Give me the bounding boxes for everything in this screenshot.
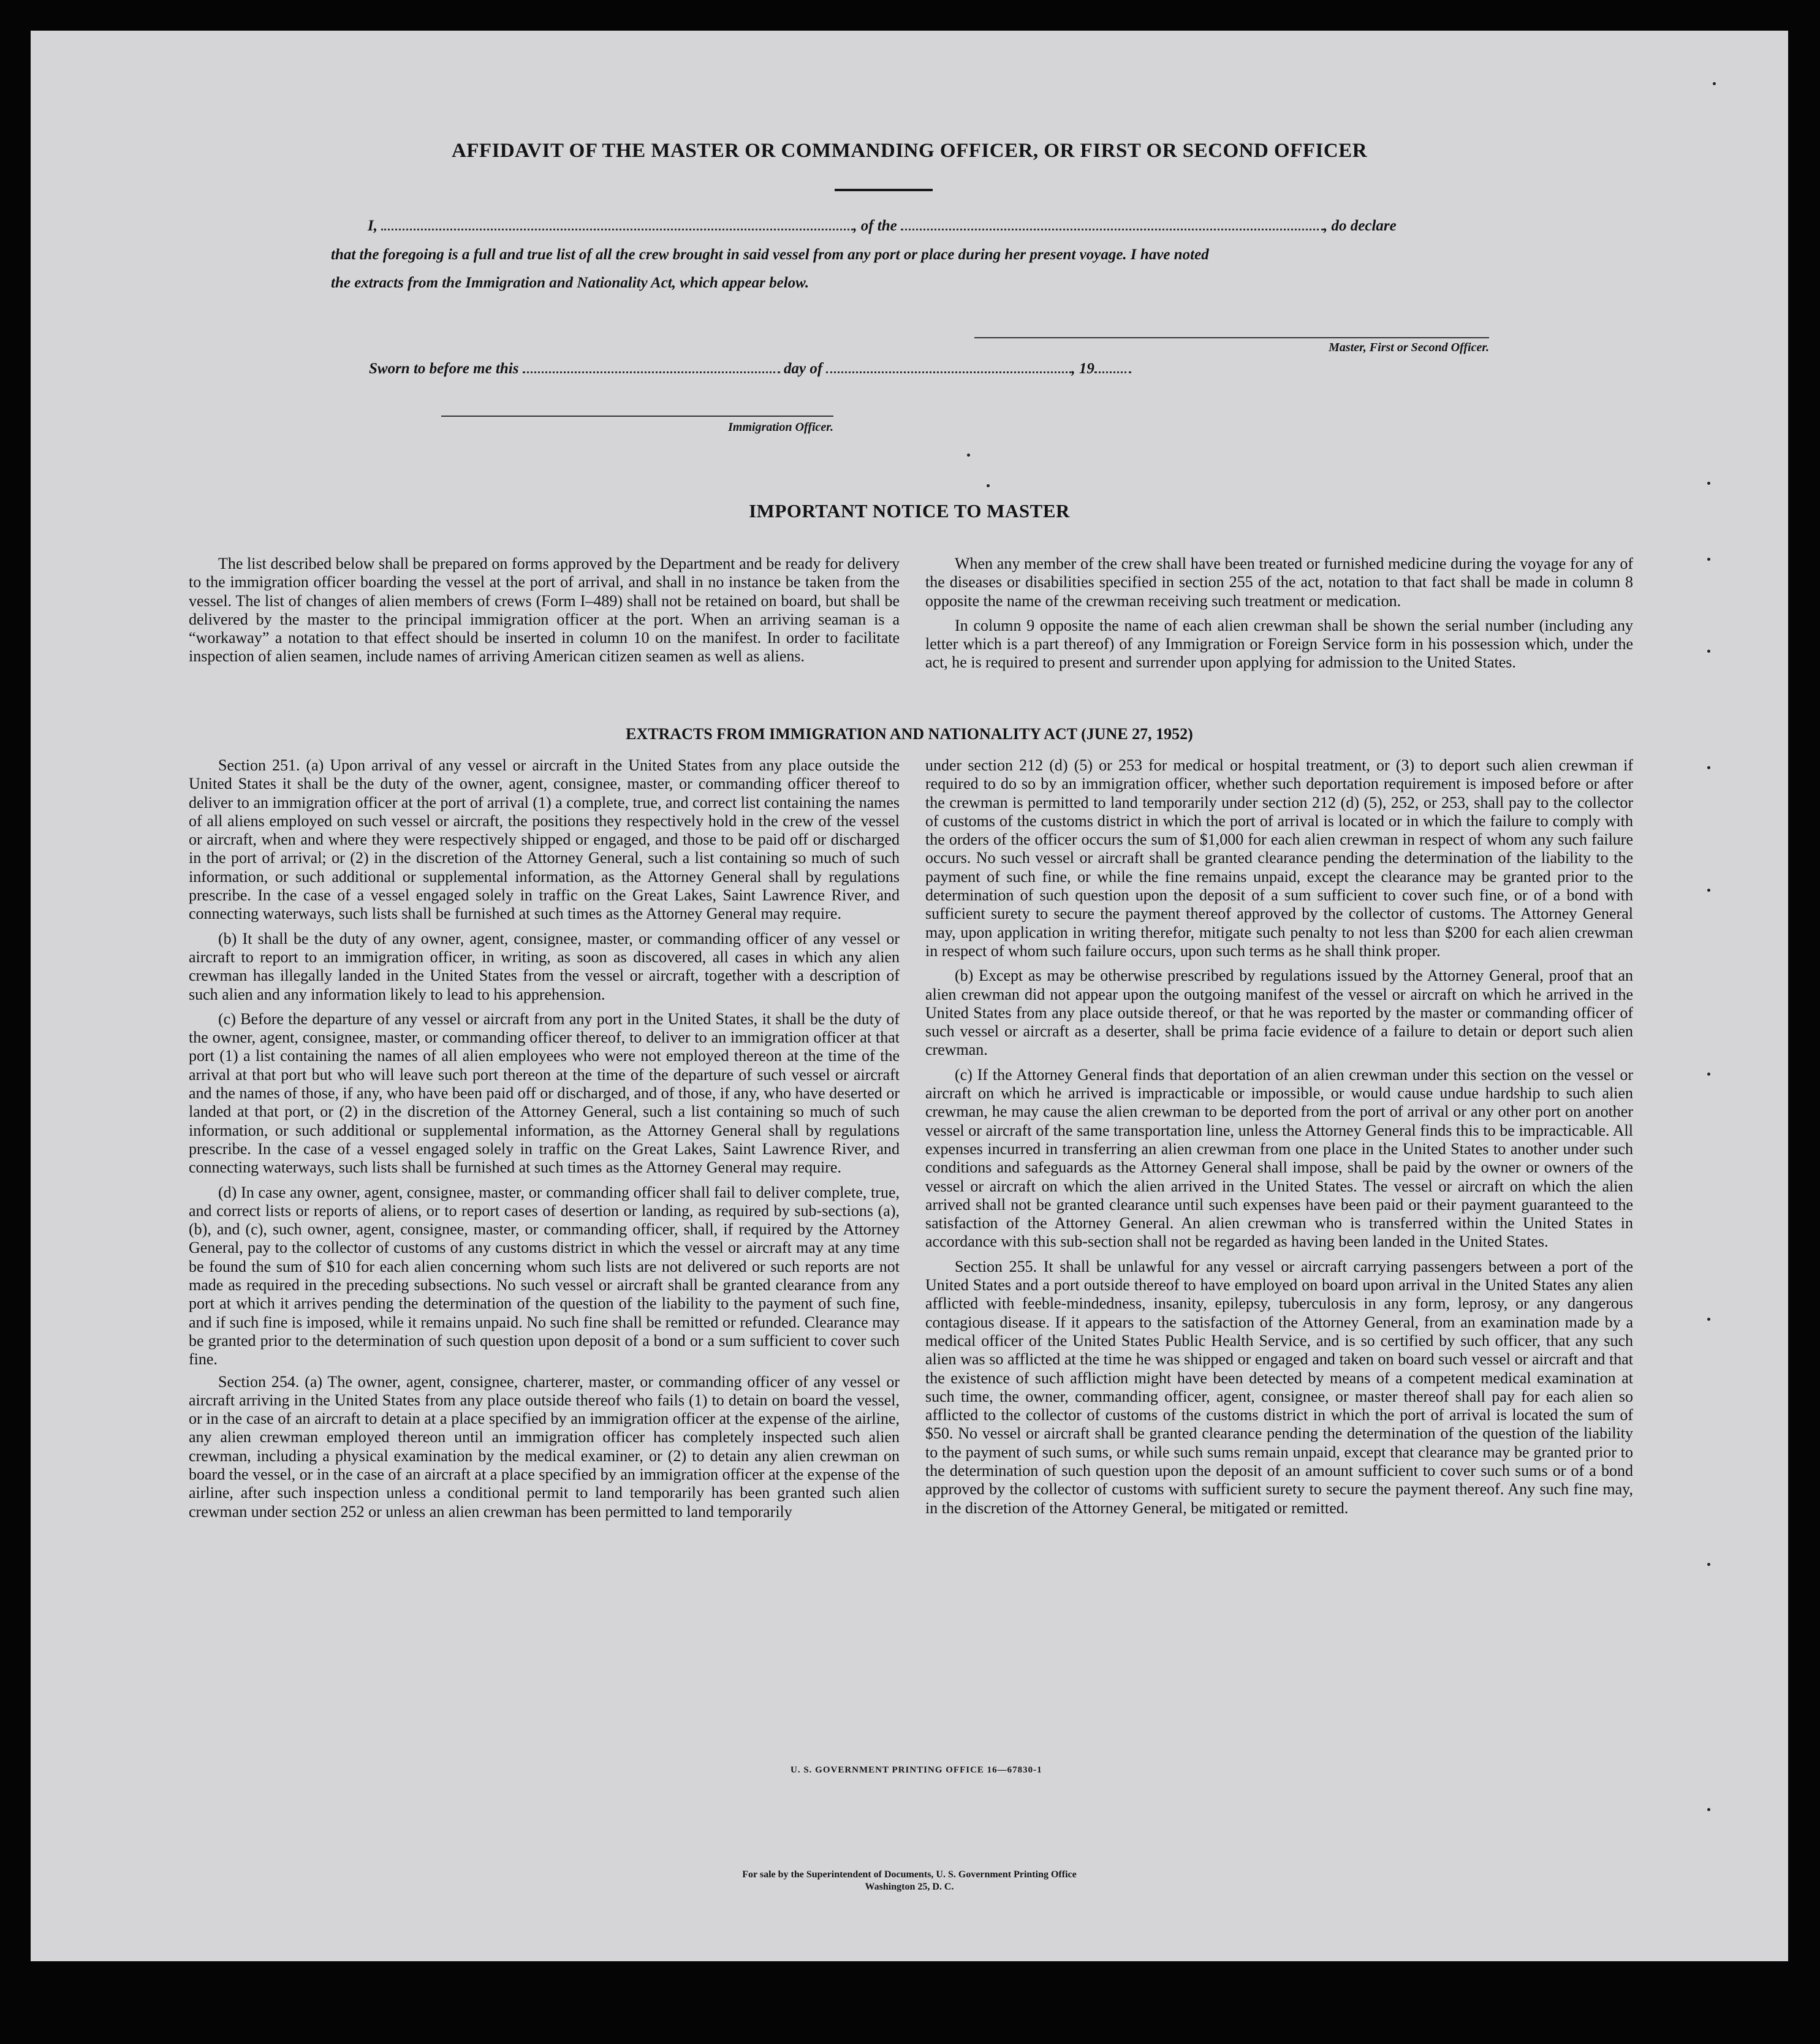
line-do-declare-label: , do declare — [1324, 218, 1397, 234]
sworn-day-blank[interactable] — [523, 371, 780, 373]
notice-title: IMPORTANT NOTICE TO MASTER — [749, 500, 1070, 522]
sworn-label: Sworn to before me this — [369, 360, 519, 377]
master-label: Master, First or Second Officer. — [1329, 341, 1489, 354]
notice-right-column — [925, 555, 1633, 678]
notice-right-paragraph-2: In column 9 opposite the name of each alien crewman shall be shown the serial number (including any letter which is a part thereof) of any Immigration or Foreign Service form in his possession which, under the act, he is required to present and surrender upon applying for admission to the United States. — [925, 616, 1633, 672]
form-sheet — [31, 31, 1788, 1961]
sale-notice-line-2: Washington 25, D. C. — [865, 1882, 954, 1892]
speck — [1707, 1563, 1710, 1566]
day-of-label: day of — [783, 360, 823, 377]
section-254-a: Section 254. (a) The owner, agent, consignee, charterer, master, or commanding officer of any vessel or aircraft arriving in the United States from any place outside thereof who fails (1) to detain on board the vessel, or in the case of an aircraft to detain at a place specified by an immigration officer at the expense of the airline, any alien crewman employed thereon until an immigration officer has completely inspected such alien crewman, including a physical examination by the medical examiner, or (2) to detain any alien crewman on board the vessel, or in the case of an aircraft at a place specified by an immigration officer at the expense of the airline, after such inspection unless a conditional permit to land temporarily has been granted such alien crewman under section 252 or unless an alien crewman has been permitted to land temporarily — [189, 1372, 900, 1521]
notice-left-paragraph: The list described below shall be prepared on forms approved by the Department and be ready for delivery to the immigration officer boarding the vessel at the port of arrival, and shall in no instance be taken from the vessel. The list of changes of alien members of crews (Form I–489) shall not be retained on board, but shall be delivered by the master to the principal immigration officer at the port. When an arriving seaman is a “workaway” a notation to that effect should be inserted in column 10 on the manifest. In order to facilitate inspection of alien seamen, include names of arriving American citizen seamen as well as aliens. — [189, 555, 900, 666]
year-label: , 19 — [1071, 360, 1094, 377]
speck — [1707, 482, 1710, 485]
sworn-month-blank[interactable] — [826, 371, 1071, 373]
title-rule — [835, 189, 933, 191]
sworn-line — [369, 360, 1472, 378]
speck — [1707, 1318, 1710, 1321]
name-blank[interactable] — [381, 229, 853, 230]
section-255: Section 255. It shall be unlawful for any vessel or aircraft carrying passengers between a port of the United States and a port outside thereof to have employed on board upon arrival in the United States any alien afflicted with feeble-mindedness, insanity, epilepsy, tuberculosis in any form, leprosy, or any dangerous contagious disease. If it appears to the satisfaction of the Attorney General, from an examination made by a medical officer of the United States Public Health Service, and is so certified by such officer, that any such alien was so afflicted at the time he was shipped or engaged and taken on board such vessel or aircraft and that the existence of such affliction might have been detected by means of a competent medical examination at such time, the owner, commanding officer, agent, consignee, or master thereof shall pay for each alien so afflicted to the collector of customs of the customs district in which the port of arrival is located the sum of $50. No vessel or aircraft shall be granted clearance pending the determination of the question of the liability to the payment of such sums, or while such sums remain unpaid, except that clearance may be granted prior to the determination of such question upon the deposit of an amount sufficient to cover such sums or of a bond approved by the collector of customs with sufficient surety to secure the payment thereof. Any such fine may, in the discretion of the Attorney General, be mitigated or remitted. — [925, 1257, 1633, 1517]
speck — [967, 454, 970, 457]
line-i-label: I, — [368, 218, 377, 234]
speck — [1713, 82, 1716, 85]
extracts-right-column — [925, 756, 1633, 1524]
declaration-line-1: that the foregoing is a full and true list of all the crew brought in said vessel from any port or place during her present voyage. I have noted — [331, 246, 1209, 263]
section-254-a-continued: under section 212 (d) (5) or 253 for medical or hospital treatment, or (3) to deport such alien crewman if required to do so by an immigration officer, whether such deportation requirement is imposed before or after the crewman is permitted to land temporarily under section 212 (d) (5), 252, or 253, shall pay to the collector of customs of the customs district in which the port of arrival is located or in which the failure to comply with the orders of the officer occurs the sum of $1,000 for each alien crewman in respect of whom any such failure occurs. No such vessel or aircraft shall be granted clearance pending the determination of the liability to the payment of such fine, or while the fine remains unpaid, except the clearance may be granted prior to the determination of such question upon the deposit of a sum sufficient to cover such fine, or of a bond with sufficient surety to secure the payment thereof approved by the collector of customs. The Attorney General may, upon application in writing therefor, mitigate such penalty to not less than $200 for each alien crewman in respect of whom such failure occurs, upon such terms as he shall think proper. — [925, 756, 1633, 960]
extracts-left-column — [189, 756, 900, 1527]
section-254-b: (b) Except as may be otherwise prescribed by regulations issued by the Attorney General, proof that an alien crewman did not appear upon the outgoing manifest of the vessel or aircraft on which he arrived in the United States from any place outside thereof, or that he was reported by the master or commanding officer of such vessel or aircraft as a deserter, shall be prima facie evidence of a failure to detain or deport such alien crewman. — [925, 967, 1633, 1059]
officer-signature-line[interactable] — [441, 416, 833, 417]
section-251-d: (d) In case any owner, agent, consignee, master, or commanding officer shall fail to deliver complete, true, and correct lists or reports of aliens, or to report cases of desertion or landing, as required by sub-sections (a), (b), and (c), such owner, agent, consignee, master, or commanding officer, shall, if required by the Attorney General, pay to the collector of customs of any customs district in which the vessel or aircraft may at any time be found the sum of $10 for each alien concerning whom such lists are not delivered or such reports are not made as required in the preceding subsections. No such vessel or aircraft shall be granted clearance from any port at which it arrives pending the determination of the question of the liability to the payment of such fine, and if such fine is imposed, while it remains unpaid. No such fine shall be remitted or refunded. Clearance may be granted prior to the determination of such question upon deposit of a bond or a sum sufficient to cover such fine. — [189, 1183, 900, 1369]
speck — [1707, 1073, 1710, 1076]
year-blank[interactable] — [1094, 371, 1131, 373]
sale-notice-line-1: For sale by the Superintendent of Documents, U. S. Government Printing Office — [742, 1869, 1077, 1880]
section-251-a: Section 251. (a) Upon arrival of any vessel or aircraft in the United States from any place outside the United States it shall be the duty of the owner, agent, consignee, master, or commanding officer thereof to deliver to an immigration officer at the port of arrival (1) a complete, true, and correct list containing the names of all aliens employed on such vessel or aircraft, the positions they respectively hold in the crew of the vessel or aircraft, when and where they were respectively shipped or engaged, and those to be paid off or discharged in the port of arrival; or (2) in the discretion of the Attorney General, such a list containing so much of such information, or such additional or supplemental information, as the Attorney General shall by regulations prescribe. In the case of a vessel engaged solely in traffic on the Great Lakes, Saint Lawrence River, and connecting waterways, such lists shall be furnished at such times as the Attorney General may require. — [189, 756, 900, 923]
section-251-b: (b) It shall be the duty of any owner, agent, consignee, master, or commanding officer of any vessel or aircraft to report to an immigration officer, in writing, as soon as discovered, all cases in which any alien crewman has illegally landed in the United States from the vessel or aircraft, together with a description of such alien and any information likely to lead to his apprehension. — [189, 929, 900, 1003]
line-of-the-label: , of the — [853, 218, 897, 234]
affidavit-title: AFFIDAVIT OF THE MASTER OR COMMANDING OFFICER, OR FIRST OR SECOND OFFICER — [451, 140, 1368, 162]
section-254-c: (c) If the Attorney General finds that deportation of an alien crewman under this section on the vessel or aircraft on which he arrived is impracticable or impossible, or would cause undue hardship to such alien crewman, he may cause the alien crewman to be deported from the port of arrival or any other port on another vessel or aircraft of the same transportation line, unless the Attorney General finds this to be impracticable. All expenses incurred in transferring an alien crewman from one place in the United States to another under such conditions and safeguards as the Attorney General shall impose, shall be paid by the owner or owners of the vessel or aircraft on which the alien arrived in the United States. The vessel or aircraft on which the alien arrived shall not be granted clearance until such expenses have been paid or their payment guaranteed to the satisfaction of the Attorney General. An alien crewman who is transferred within the United States in accordance with this sub-section shall not be regarded as having been landed in the United States. — [925, 1065, 1633, 1251]
speck — [1707, 1808, 1710, 1811]
master-signature-line[interactable] — [974, 337, 1489, 338]
section-251-c: (c) Before the departure of any vessel or aircraft from any port in the United States, it shall be the duty of the owner, agent, consignee, master, or commanding officer thereof, to deliver to an immigration officer at that port (1) a list containing the names of all alien employees who were not employed thereon at the time of the arrival at that port but who will leave such port thereon at the time of the departure of such vessel or aircraft and the names of those, if any, who have been paid off or discharged, and of those, if any, who have deserted or landed at that port, or (2) in the discretion of the Attorney General, such a list containing so much of such information, or such additional or supplemental information, as the Attorney General shall by regulations prescribe. In the case of a vessel engaged solely in traffic on the Great Lakes, Saint Lawrence River, and connecting waterways, such lists shall be furnished at such times as the Attorney General may require. — [189, 1009, 900, 1177]
speck — [1707, 558, 1710, 561]
immigration-officer-label: Immigration Officer. — [728, 420, 833, 434]
vessel-blank[interactable] — [901, 229, 1324, 230]
speck — [1707, 766, 1710, 769]
declarant-line — [368, 218, 1495, 235]
speck — [987, 484, 990, 487]
printer-imprint: U. S. GOVERNMENT PRINTING OFFICE 16—67830-1 — [791, 1765, 1042, 1775]
speck — [1707, 889, 1710, 892]
speck — [1707, 650, 1710, 653]
extracts-title: EXTRACTS FROM IMMIGRATION AND NATIONALITY ACT (JUNE 27, 1952) — [626, 725, 1193, 743]
declaration-line-2: the extracts from the Immigration and Nationality Act, which appear below. — [331, 275, 810, 291]
notice-right-paragraph-1: When any member of the crew shall have been treated or furnished medicine during the voyage for any of the diseases or disabilities specified in section 255 of the act, notation to that fact shall be made in column 8 opposite the name of the crewman receiving such treatment or medication. — [925, 555, 1633, 610]
notice-left-column — [189, 555, 900, 672]
